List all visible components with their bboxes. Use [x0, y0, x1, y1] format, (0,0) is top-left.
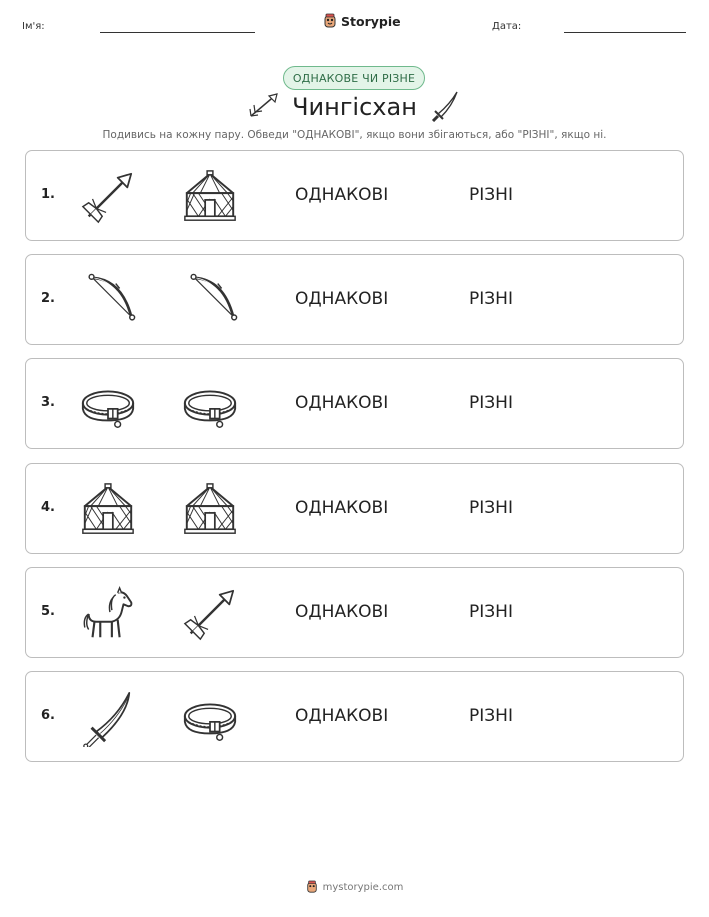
bow-icon	[181, 272, 239, 330]
sword-icon	[79, 689, 137, 747]
footer	[0, 880, 709, 894]
row-number: 6.	[41, 708, 55, 723]
row-number: 2.	[41, 291, 55, 307]
same-option[interactable]: ОДНАКОВІ	[295, 185, 389, 205]
different-option[interactable]: РІЗНІ	[469, 601, 513, 622]
exercise-row	[25, 254, 684, 345]
different-option[interactable]: РІЗНІ	[469, 289, 513, 310]
worksheet-type-badge: ОДНАКОВЕ ЧИ РІЗНЕ	[283, 66, 425, 90]
name-label: Ім'я:	[22, 21, 45, 32]
exercise-row	[25, 671, 684, 762]
same-option[interactable]: ОДНАКОВІ	[295, 601, 389, 622]
row-number: 1.	[41, 187, 55, 202]
horse-icon	[79, 585, 137, 643]
different-option[interactable]: РІЗНІ	[469, 393, 513, 414]
same-option[interactable]: ОДНАКОВІ	[295, 497, 389, 518]
yurt-icon	[181, 481, 239, 539]
storypie-mascot-icon	[323, 13, 337, 29]
different-option[interactable]: РІЗНІ	[469, 497, 513, 518]
same-option[interactable]: ОДНАКОВІ	[295, 706, 389, 726]
yurt-icon	[79, 481, 137, 539]
row-number: 5.	[41, 603, 55, 619]
name-line[interactable]	[100, 32, 255, 33]
brand-name: Storypie	[341, 13, 401, 29]
different-option[interactable]: РІЗНІ	[469, 185, 513, 205]
exercise-row	[25, 463, 684, 554]
date-line[interactable]	[564, 32, 686, 33]
arrow-icon	[79, 168, 137, 226]
yurt-icon	[181, 168, 239, 226]
different-option[interactable]: РІЗНІ	[469, 706, 513, 726]
page-title: Чингісхан	[292, 93, 417, 121]
row-number: 3.	[41, 395, 55, 411]
same-option[interactable]: ОДНАКОВІ	[295, 289, 389, 310]
belt-icon	[181, 376, 239, 434]
belt-icon	[181, 689, 239, 747]
arrow-icon	[181, 585, 239, 643]
exercise-row	[25, 567, 684, 658]
brand-logo	[323, 13, 401, 29]
bow-icon	[79, 272, 137, 330]
storypie-mascot-icon	[306, 880, 318, 894]
row-number: 4.	[41, 499, 55, 515]
belt-icon	[79, 376, 137, 434]
date-label: Дата:	[492, 21, 522, 32]
sword-decoration-icon	[430, 90, 460, 122]
exercise-row	[25, 358, 684, 449]
exercise-row	[25, 150, 684, 241]
instructions-text: Подивись на кожну пару. Обведи "ОДНАКОВІ", якщо вони збігаються, або "РІЗНІ", якщо ні.	[102, 129, 607, 141]
same-option[interactable]: ОДНАКОВІ	[295, 393, 389, 414]
footer-url: mystorypie.com	[322, 881, 404, 893]
